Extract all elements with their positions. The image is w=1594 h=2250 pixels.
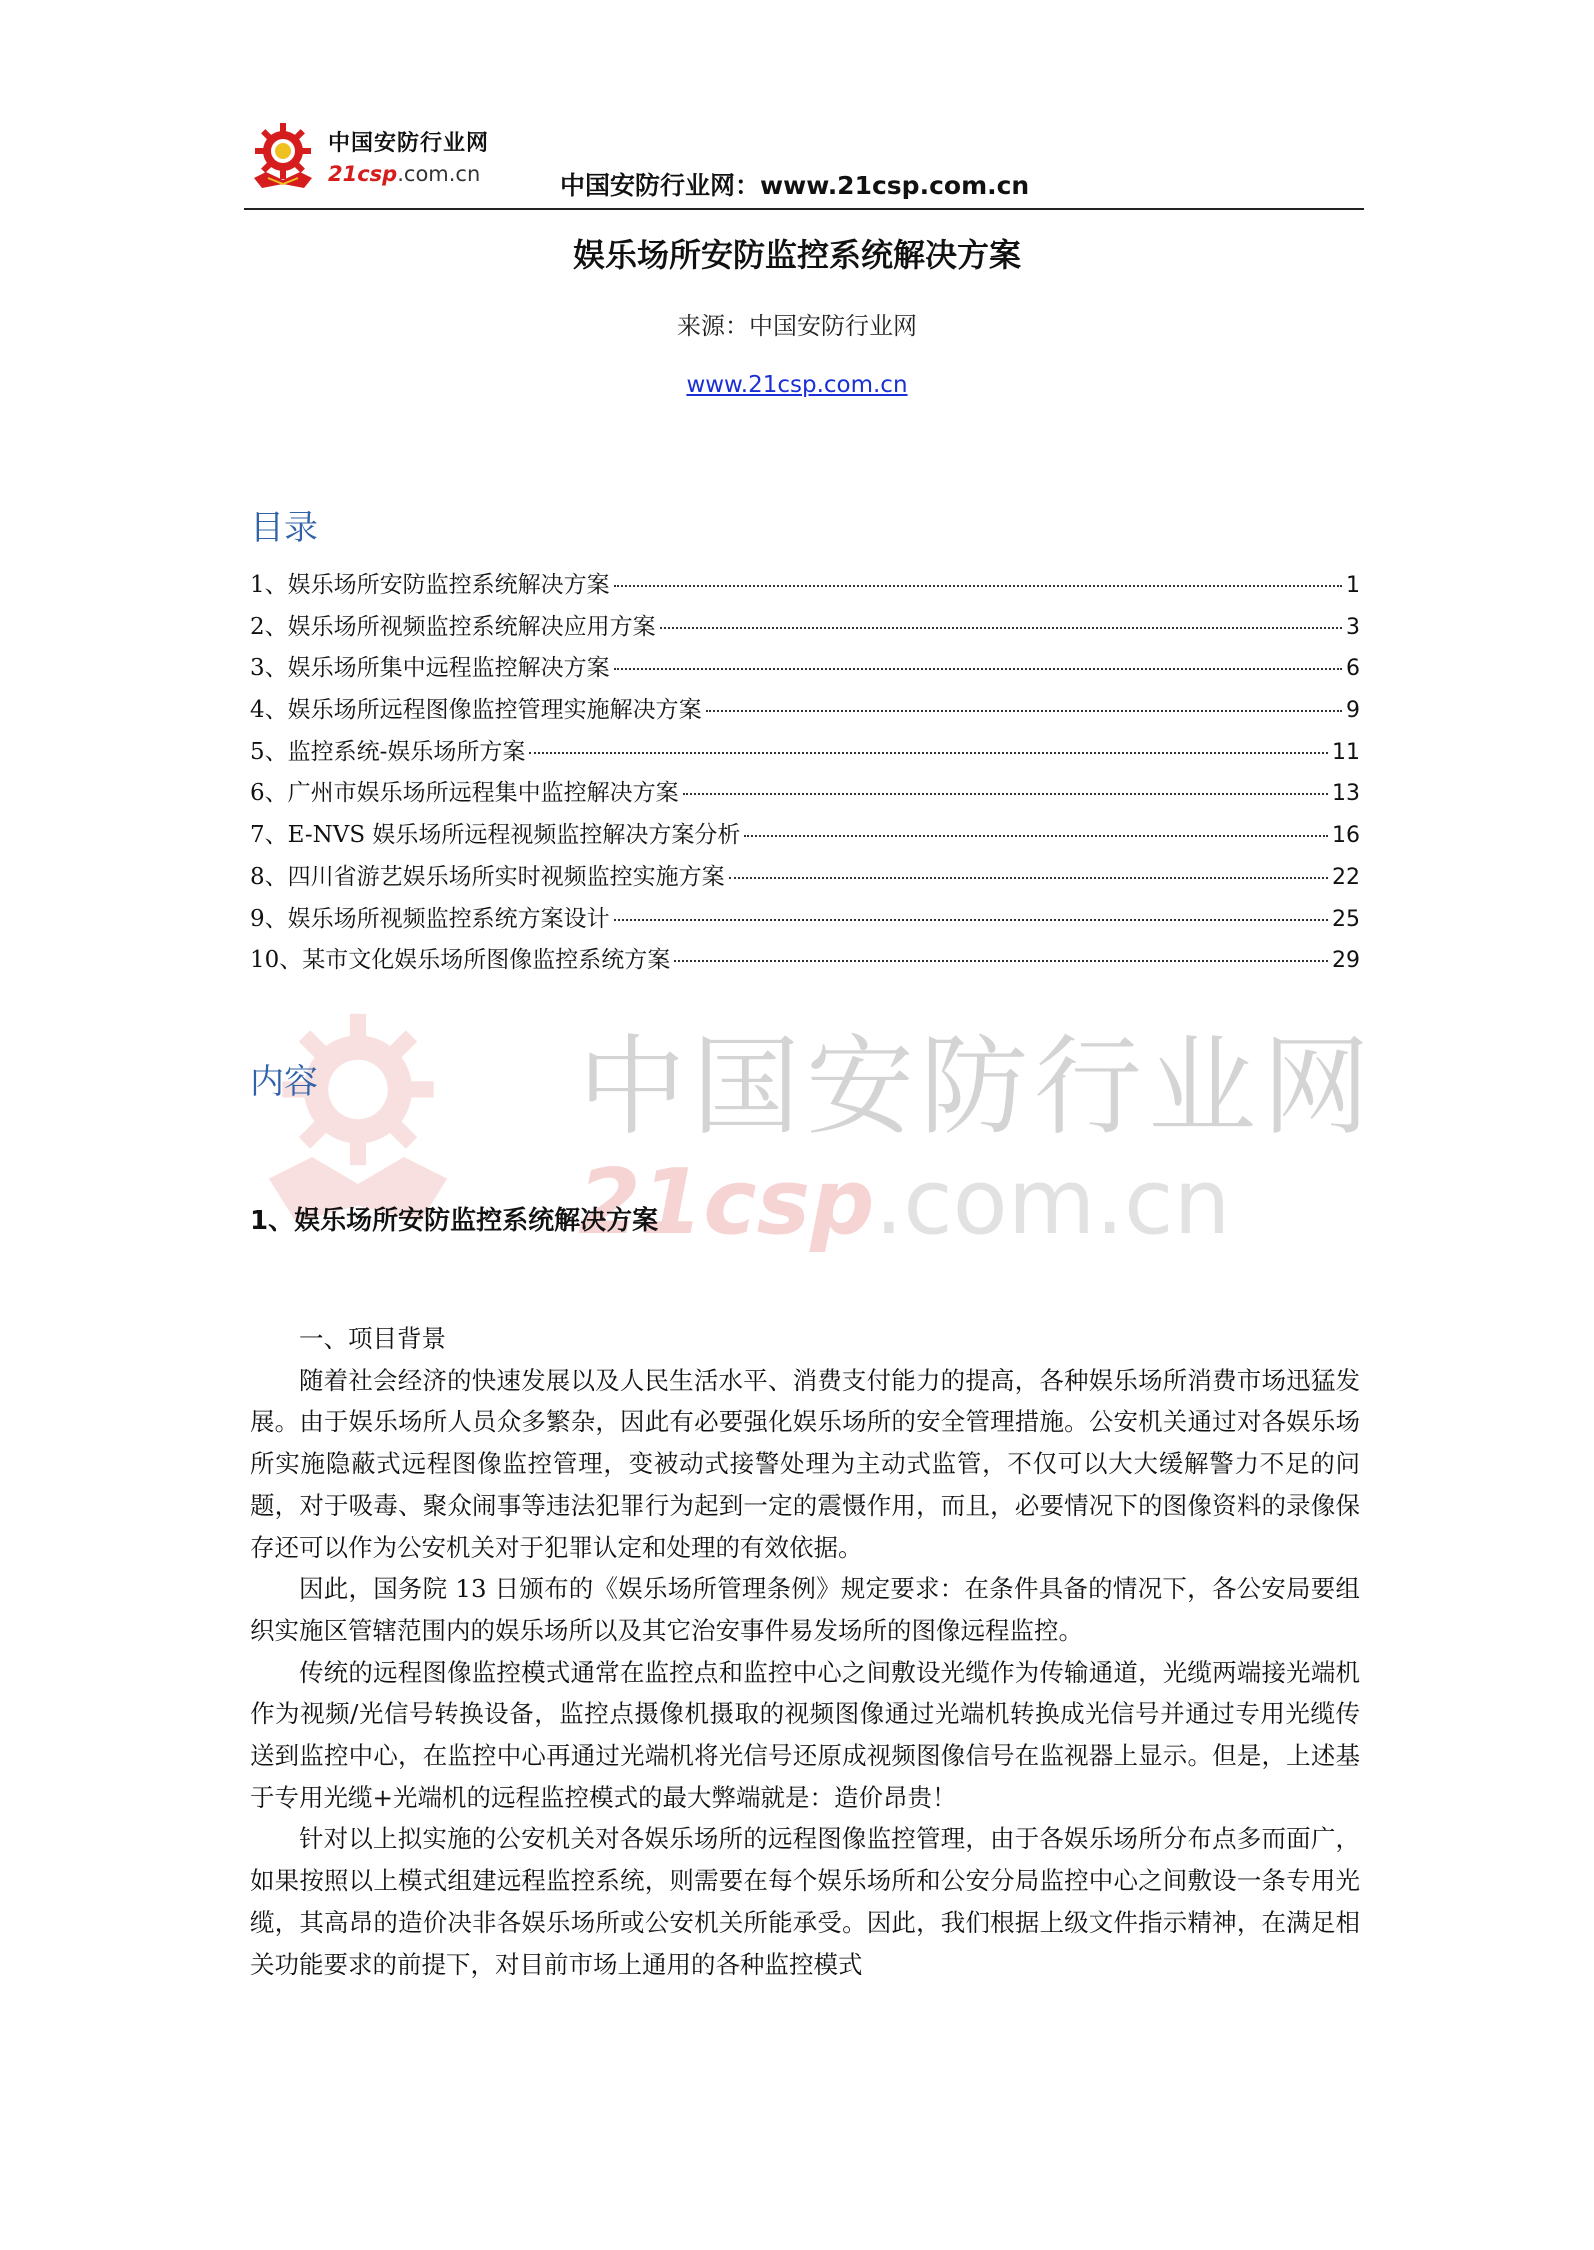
toc-dot-leader	[614, 668, 1342, 670]
toc-item-label: 娱乐场所视频监控系统方案设计	[287, 905, 610, 932]
toc-item-label: 娱乐场所安防监控系统解决方案	[287, 572, 610, 598]
toc-item-number: 1、	[250, 572, 288, 598]
logo-brand: 21csp	[328, 162, 398, 186]
toc-item[interactable]	[250, 900, 1360, 942]
toc-item-page: 25	[1332, 906, 1360, 932]
toc-dot-leader	[706, 710, 1342, 712]
document-title: 娱乐场所安防监控系统解决方案	[572, 236, 1021, 274]
toc-item[interactable]	[250, 608, 1360, 650]
toc-item-page: 22	[1332, 864, 1360, 890]
toc-item-number: 7、	[250, 822, 288, 849]
toc-item[interactable]	[250, 566, 1360, 608]
toc-item-label: 娱乐场所视频监控系统解决应用方案	[287, 613, 656, 640]
toc-item-number: 9、	[250, 905, 288, 932]
header-divider	[244, 208, 1364, 210]
toc-item-number: 5、	[250, 738, 288, 765]
toc-item-number: 2、	[250, 613, 288, 640]
toc-item[interactable]	[250, 774, 1360, 816]
toc-item-number: 8、	[250, 863, 288, 890]
toc-item-label: 娱乐场所集中远程监控解决方案	[287, 655, 610, 682]
paragraph: 针对以上拟实施的公安机关对各娱乐场所的远程图像监控管理，由于各娱乐场所分布点多而面广，如果按照以上模式组建远程监控系统，则需要在每个娱乐场所和公安分局监控中心之间敷设一条专用光缆，其高昂的造价决非各娱乐场所或公安机关所能承受。因此，我们根据上级文件指示精神，在满足相关功能要求的前提下，对目前市场上通用的各种监控模式	[250, 1824, 1360, 1979]
toc-item-page: 16	[1332, 823, 1360, 849]
toc-item-page: 29	[1332, 948, 1360, 974]
toc-item[interactable]	[250, 816, 1360, 858]
site-logo[interactable]	[244, 114, 534, 198]
document-source: 来源：中国安防行业网	[677, 312, 917, 340]
toc-item-page: 6	[1346, 656, 1360, 682]
body-text	[250, 1318, 1360, 1985]
toc-item-label: 广州市娱乐场所远程集中监控解决方案	[287, 780, 679, 807]
toc-item-label: 监控系统-娱乐场所方案	[287, 738, 526, 765]
watermark-brand: 21csp	[578, 1150, 875, 1255]
toc-item[interactable]	[250, 649, 1360, 691]
toc-item-label: 四川省游艺娱乐场所实时视频监控实施方案	[287, 863, 725, 890]
toc-item-page: 3	[1346, 614, 1360, 640]
logo-chinese-name: 中国安防行业网	[328, 131, 490, 156]
watermark	[248, 990, 1377, 1310]
toc-item-number: 10、	[250, 947, 303, 974]
toc-item[interactable]	[250, 941, 1360, 983]
toc-item-label: E-NVS 娱乐场所远程视频监控解决方案分析	[287, 822, 741, 849]
toc-item-number: 3、	[250, 655, 288, 682]
toc-dot-leader	[614, 585, 1342, 587]
watermark-domain	[578, 1150, 1231, 1255]
paragraph: 因此，国务院 13 日颁布的《娱乐场所管理条例》规定要求：在条件具备的情况下，各公安局要组织实施区管辖范围内的娱乐场所以及其它治安事件易发场所的图像远程监控。	[250, 1574, 1360, 1645]
toc-item-page: 1	[1346, 573, 1360, 598]
toc-dot-leader	[660, 627, 1342, 629]
toc-item-label: 娱乐场所远程图像监控管理实施解决方案	[287, 697, 702, 724]
toc-item[interactable]	[250, 858, 1360, 900]
toc-dot-leader	[729, 877, 1328, 879]
sub-heading: 一、项目背景	[299, 1324, 446, 1353]
logo-domain	[328, 162, 480, 186]
toc-heading: 目录	[250, 508, 318, 548]
paragraph: 随着社会经济的快速发展以及人民生活水平、消费支付能力的提高，各种娱乐场所消费市场迅猛发展。由于娱乐场所人员众多繁杂，因此有必要强化娱乐场所的安全管理措施。公安机关通过对各娱乐场所实施隐蔽式远程图像监控管理，变被动式接警处理为主动式监管，不仅可以大大缓解警力不足的问题，对于吸毒、聚众闹事等违法犯罪行为起到一定的震慑作用，而且，必要情况下的图像资料的录像保存还可以作为公安机关对于犯罪认定和处理的有效依据。	[250, 1365, 1360, 1562]
toc-item-number: 4、	[250, 697, 288, 724]
toc-item-number: 6、	[250, 780, 288, 807]
gear-emblem-icon	[246, 118, 320, 192]
toc-dot-leader	[614, 919, 1328, 921]
toc-item-page: 11	[1332, 739, 1360, 765]
toc-dot-leader	[529, 752, 1328, 754]
watermark-domain-suffix: .com.cn	[874, 1150, 1231, 1255]
toc-item-page: 9	[1346, 698, 1360, 724]
watermark-chinese-name: 中国安防行业网	[578, 1025, 1377, 1150]
content-heading: 内容	[250, 1062, 318, 1102]
document-url	[0, 372, 1594, 398]
toc-item[interactable]	[250, 733, 1360, 775]
toc-item-label: 某市文化娱乐场所图像监控系统方案	[302, 947, 671, 974]
site-link[interactable]: www.21csp.com.cn	[686, 372, 908, 398]
page-header	[244, 114, 1364, 210]
toc-dot-leader	[683, 793, 1328, 795]
toc-item-page: 13	[1332, 781, 1360, 807]
header-site-line: 中国安防行业网：www.21csp.com.cn	[560, 171, 1030, 200]
section-title: 1、娱乐场所安防监控系统解决方案	[250, 1206, 659, 1236]
toc-item[interactable]	[250, 691, 1360, 733]
toc-dot-leader	[674, 960, 1328, 962]
paragraph: 传统的远程图像监控模式通常在监控点和监控中心之间敷设光缆作为传输通道，光缆两端接光端机作为视频/光信号转换设备，监控点摄像机摄取的视频图像通过光端机转换成光信号并通过专用光缆传送到监控中心，在监控中心再通过光端机将光信号还原成视频图像信号在监视器上显示。但是，上述基于专用光缆+光端机的远程监控模式的最大弊端就是：造价昂贵！	[250, 1657, 1360, 1812]
table-of-contents	[250, 566, 1360, 983]
logo-domain-suffix: .com.cn	[397, 162, 481, 186]
toc-dot-leader	[744, 835, 1328, 837]
